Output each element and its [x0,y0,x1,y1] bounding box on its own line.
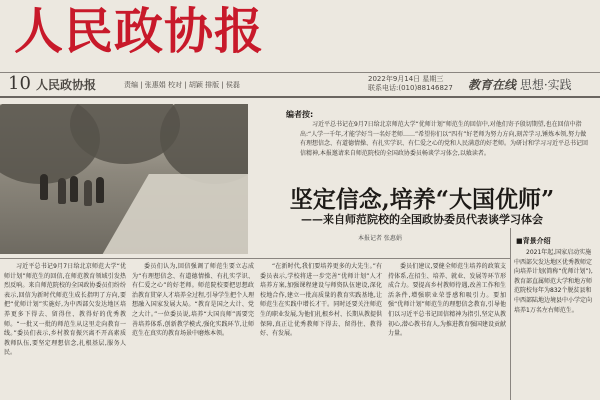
editors-line: 责编 | 张惠娟 校对 | 胡颖 排版 | 侯磊 [124,81,240,89]
newspaper-title: 人民政协报 [14,2,265,60]
section-main: 教育在线 [468,78,517,92]
section-title [468,76,572,93]
article-column-3: “在新时代,我们要培养更多的大先生。”有委员表示,学校将进一步完善“优师计划”人才培养方案,加强课程建设与师资队伍建设,深化校地合作,建立一批高质量的教育实践基地,让师范生在实践中增长才干。同时还要关注师范生的职业发展,为他们扎根乡村、长期从教提供保障,真正让优秀教师下得去、留得住、教得好、有发展。 [260,263,382,338]
masthead [0,0,600,73]
article-column-4: 委员们建议,要健全师范生培养的政策支持体系,在招生、培养、就业、发展等环节形成合力。要提高乡村教师待遇,改善工作和生活条件,增强职业荣誉感和吸引力。要加强“优师计划”师范生的理想信念教育,引导他们以习近平总书记回信精神为指引,坚定从教初心,潜心教书育人,为推进教育强国建设贡献力量。 [388,263,506,338]
article-byline: 本报记者 张惠娟 [358,235,402,242]
article-photo [0,104,248,254]
issue-date: 2022年9月14日 星期三 [368,75,444,83]
article-subheadline: ——来自师范院校的全国政协委员代表谈学习体会 [301,213,543,226]
header-brand: 人民政协报 [36,78,97,92]
editor-note: 习近平总书记在9月7日给北京师范大学“优师计划”师范生的回信中,对他们寄予殷切期望,也在回信中指出:“人学一千年,才能学好当一名好老师……”希望你们以“四有”好老师为努力方向,刻苦学习,锤炼本领,努力做有理想信念、有道德情操、有扎实学识、有仁爱之心的党和人民满意的好老师。为研讨和学习习近平总书记回信精神,本报邀请来自师范院校的全国政协委员畅谈学习体会,以飨读者。 [300,121,589,157]
section-sub: 思想·实践 [519,78,572,92]
date-info [368,75,453,93]
editor-note-label: 编者按: [286,110,314,119]
article-column-2: 委员们认为,回信强调了师范生要立志成为“有理想信念、有道德情操、有扎实学识、有仁爱之心”的好老师。师范院校要把思想政治教育贯穿人才培养全过程,引导学生把个人理想融入国家发展大局。“教育是国之大计、党之大计。”一位委员说,培养“大国良师”需要完善培养体系,创新教学模式,强化实践环节,让师范生在真实的教育场景中磨炼本领。 [132,263,254,338]
contact-phone: 联系电话:(010)88146827 [368,84,453,92]
article-headline: 坚定信念,培养“大国优师” [289,186,555,213]
page-number: 10 [8,73,31,94]
page-header [0,72,600,98]
background-sidebar-text: 2021年起,国家启动实施中西部欠发达地区优秀教师定向培养计划(简称“优师计划”),教育部直属师范大学和地方师范院校每年为832个脱贫县和中西部陆地边境县中小学定向培养1万名左右师范生。 [514,249,593,314]
article-column-1: 习近平总书记9月7日给北京师范大学“优师计划”师范生的回信,在师范教育领域引发热烈反响。来自师范院校的全国政协委员们纷纷表示,回信为新时代师范生成长指明了方向,要把“优师计划”实施好,为中西部欠发达地区培养更多下得去、留得住、教得好的优秀教师。“一批又一批的师范生从这里走向教育一线。”委员们表示,乡村教育振兴离不开高素质教师队伍,要坚定理想信念,扎根基层,服务人民。 [4,263,126,357]
background-sidebar-title: ■背景介绍 [516,237,551,245]
